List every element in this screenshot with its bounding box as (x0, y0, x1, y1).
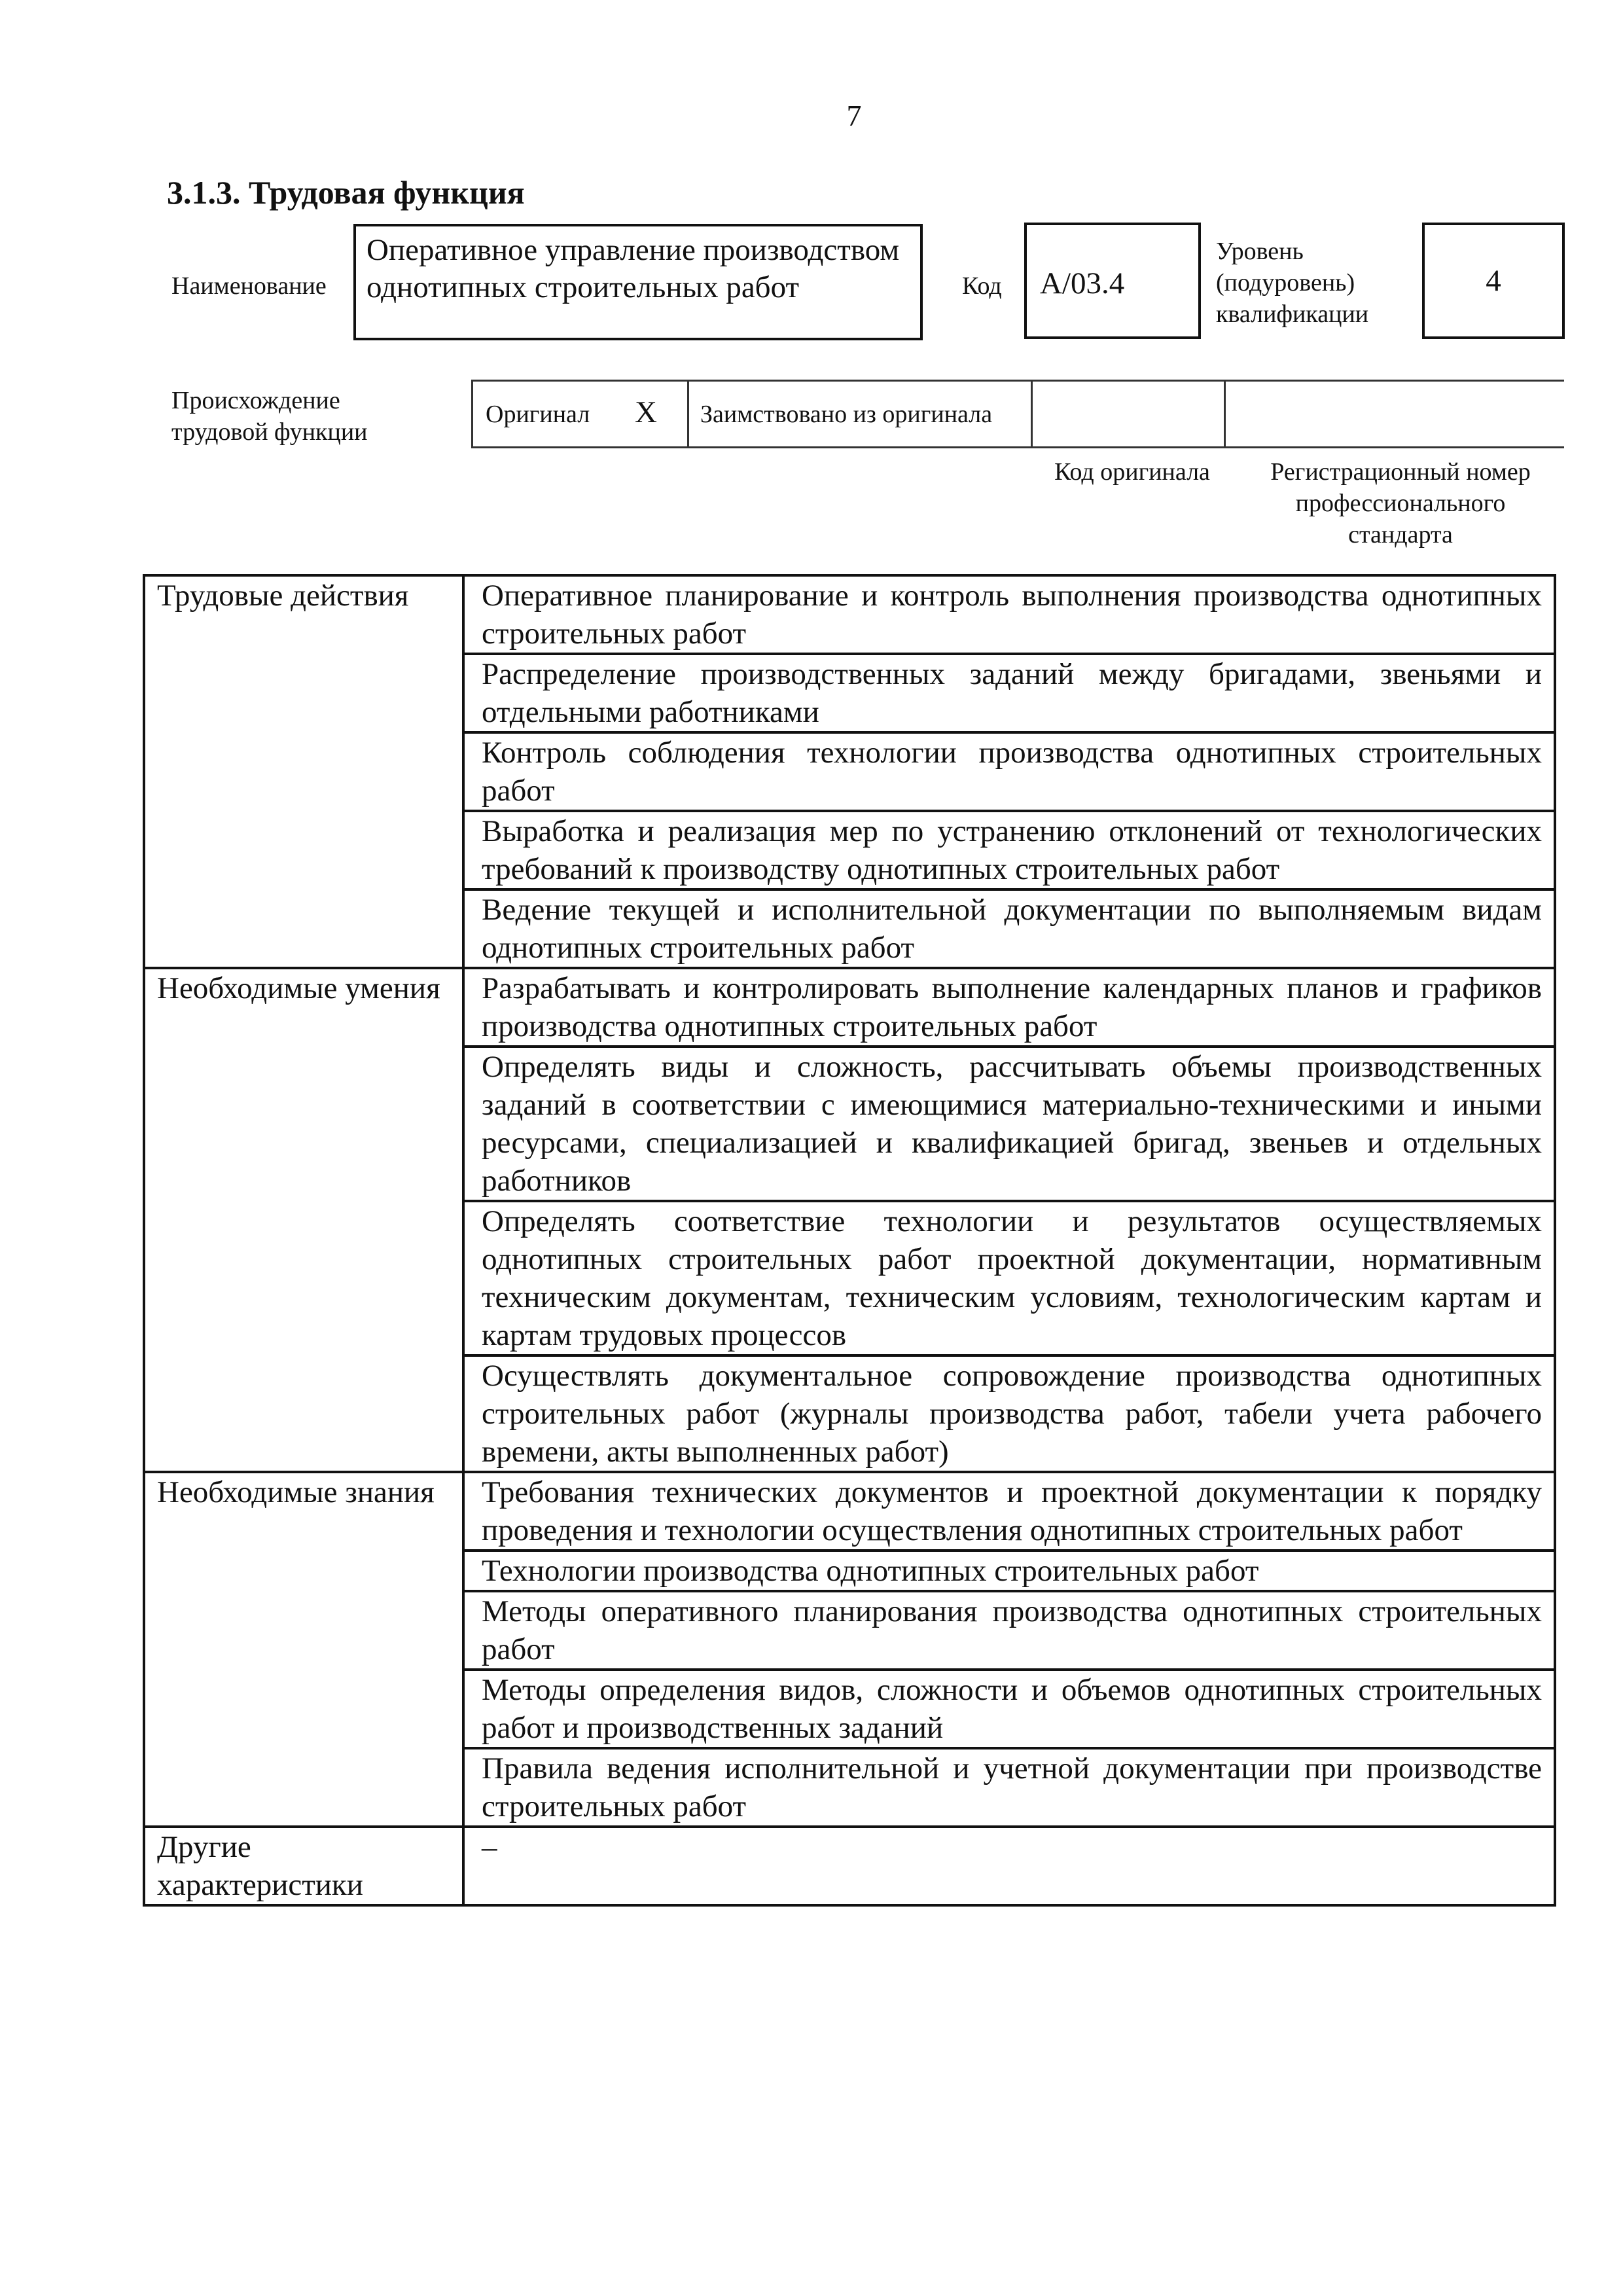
category-cell: Необходимые знания (144, 1472, 463, 1827)
item-cell: Разрабатывать и контролировать выполнение календарных планов и графиков производства однотипных строительных работ (463, 968, 1555, 1047)
item-cell: Контроль соблюдения технологии производства однотипных строительных работ (463, 732, 1555, 811)
item-cell: Определять соответствие технологии и результатов осуществляемых однотипных строительных работ проектной документации, нормативным техническим документам, техническим условиям, технологическим картам и картам трудовых процессов (463, 1201, 1555, 1355)
page-number: 7 (846, 99, 862, 132)
caption-code-original: Код оригинала (1054, 458, 1210, 486)
item-cell: Технологии производства однотипных строительных работ (463, 1551, 1555, 1591)
function-name-box (353, 224, 923, 340)
origin-divider (471, 382, 473, 446)
table-row (144, 575, 1555, 654)
item-cell: Методы определения видов, сложности и объемов однотипных строительных работ и производственных заданий (463, 1670, 1555, 1748)
item-cell: Оперативное планирование и контроль выполнения производства однотипных строительных работ (463, 575, 1555, 654)
item-cell: Выработка и реализация мер по устранению отклонений от технологических требований к производству однотипных строительных работ (463, 811, 1555, 889)
origin-divider (1224, 382, 1226, 446)
table-row (144, 1472, 1555, 1551)
item-cell: Распределение производственных заданий между бригадами, звеньями и отдельными работниками (463, 654, 1555, 732)
level-box (1422, 223, 1565, 339)
category-cell: Необходимые умения (144, 968, 463, 1472)
origin-label: Происхождение трудовой функции (171, 387, 368, 446)
code-label: Код (962, 272, 1002, 300)
item-cell: Правила ведения исполнительной и учетной документации при производстве строительных работ (463, 1748, 1555, 1827)
category-cell: Трудовые действия (144, 575, 463, 968)
origin-mark: X (635, 395, 657, 429)
level-label: Уровень (подуровень) квалификации (1216, 238, 1369, 328)
code-box (1024, 223, 1201, 339)
item-cell: Определять виды и сложность, рассчитывать объемы производственных заданий в соответствии с имеющимися материально-техническими и иными ресурсами, специализацией и квалификацией бригад, звеньев и отдельных работников (463, 1047, 1555, 1201)
origin-divider (687, 382, 689, 446)
table-row (144, 968, 1555, 1047)
code-value: A/03.4 (1040, 266, 1125, 300)
table-row (144, 1827, 1555, 1905)
function-table (143, 574, 1556, 1907)
category-cell: Другие характеристики (144, 1827, 463, 1905)
item-cell: Требования технических документов и проектной документации к порядку проведения и технологии осуществления однотипных строительных работ (463, 1472, 1555, 1551)
item-cell: – (463, 1827, 1555, 1905)
caption-reg-number: Регистрационный номер профессионального стандарта (1270, 458, 1531, 548)
section-title: 3.1.3. Трудовая функция (167, 174, 525, 211)
item-cell: Ведение текущей и исполнительной документации по выполняемым видам однотипных строительных работ (463, 889, 1555, 968)
name-label: Наименование (171, 272, 327, 300)
origin-row (471, 380, 1564, 448)
level-value: 4 (1486, 264, 1501, 298)
item-cell: Осуществлять документальное сопровождение производства однотипных строительных работ (журналы производства работ, табели учета рабочего времени, акты выполненных работ) (463, 1355, 1555, 1472)
item-cell: Методы оперативного планирования производства однотипных строительных работ (463, 1591, 1555, 1670)
origin-original: Оригинал (486, 401, 590, 428)
function-name-value: Оперативное управление производством однотипных строительных работ (366, 233, 900, 304)
origin-divider (1031, 382, 1033, 446)
origin-borrowed: Заимствовано из оригинала (700, 401, 993, 428)
